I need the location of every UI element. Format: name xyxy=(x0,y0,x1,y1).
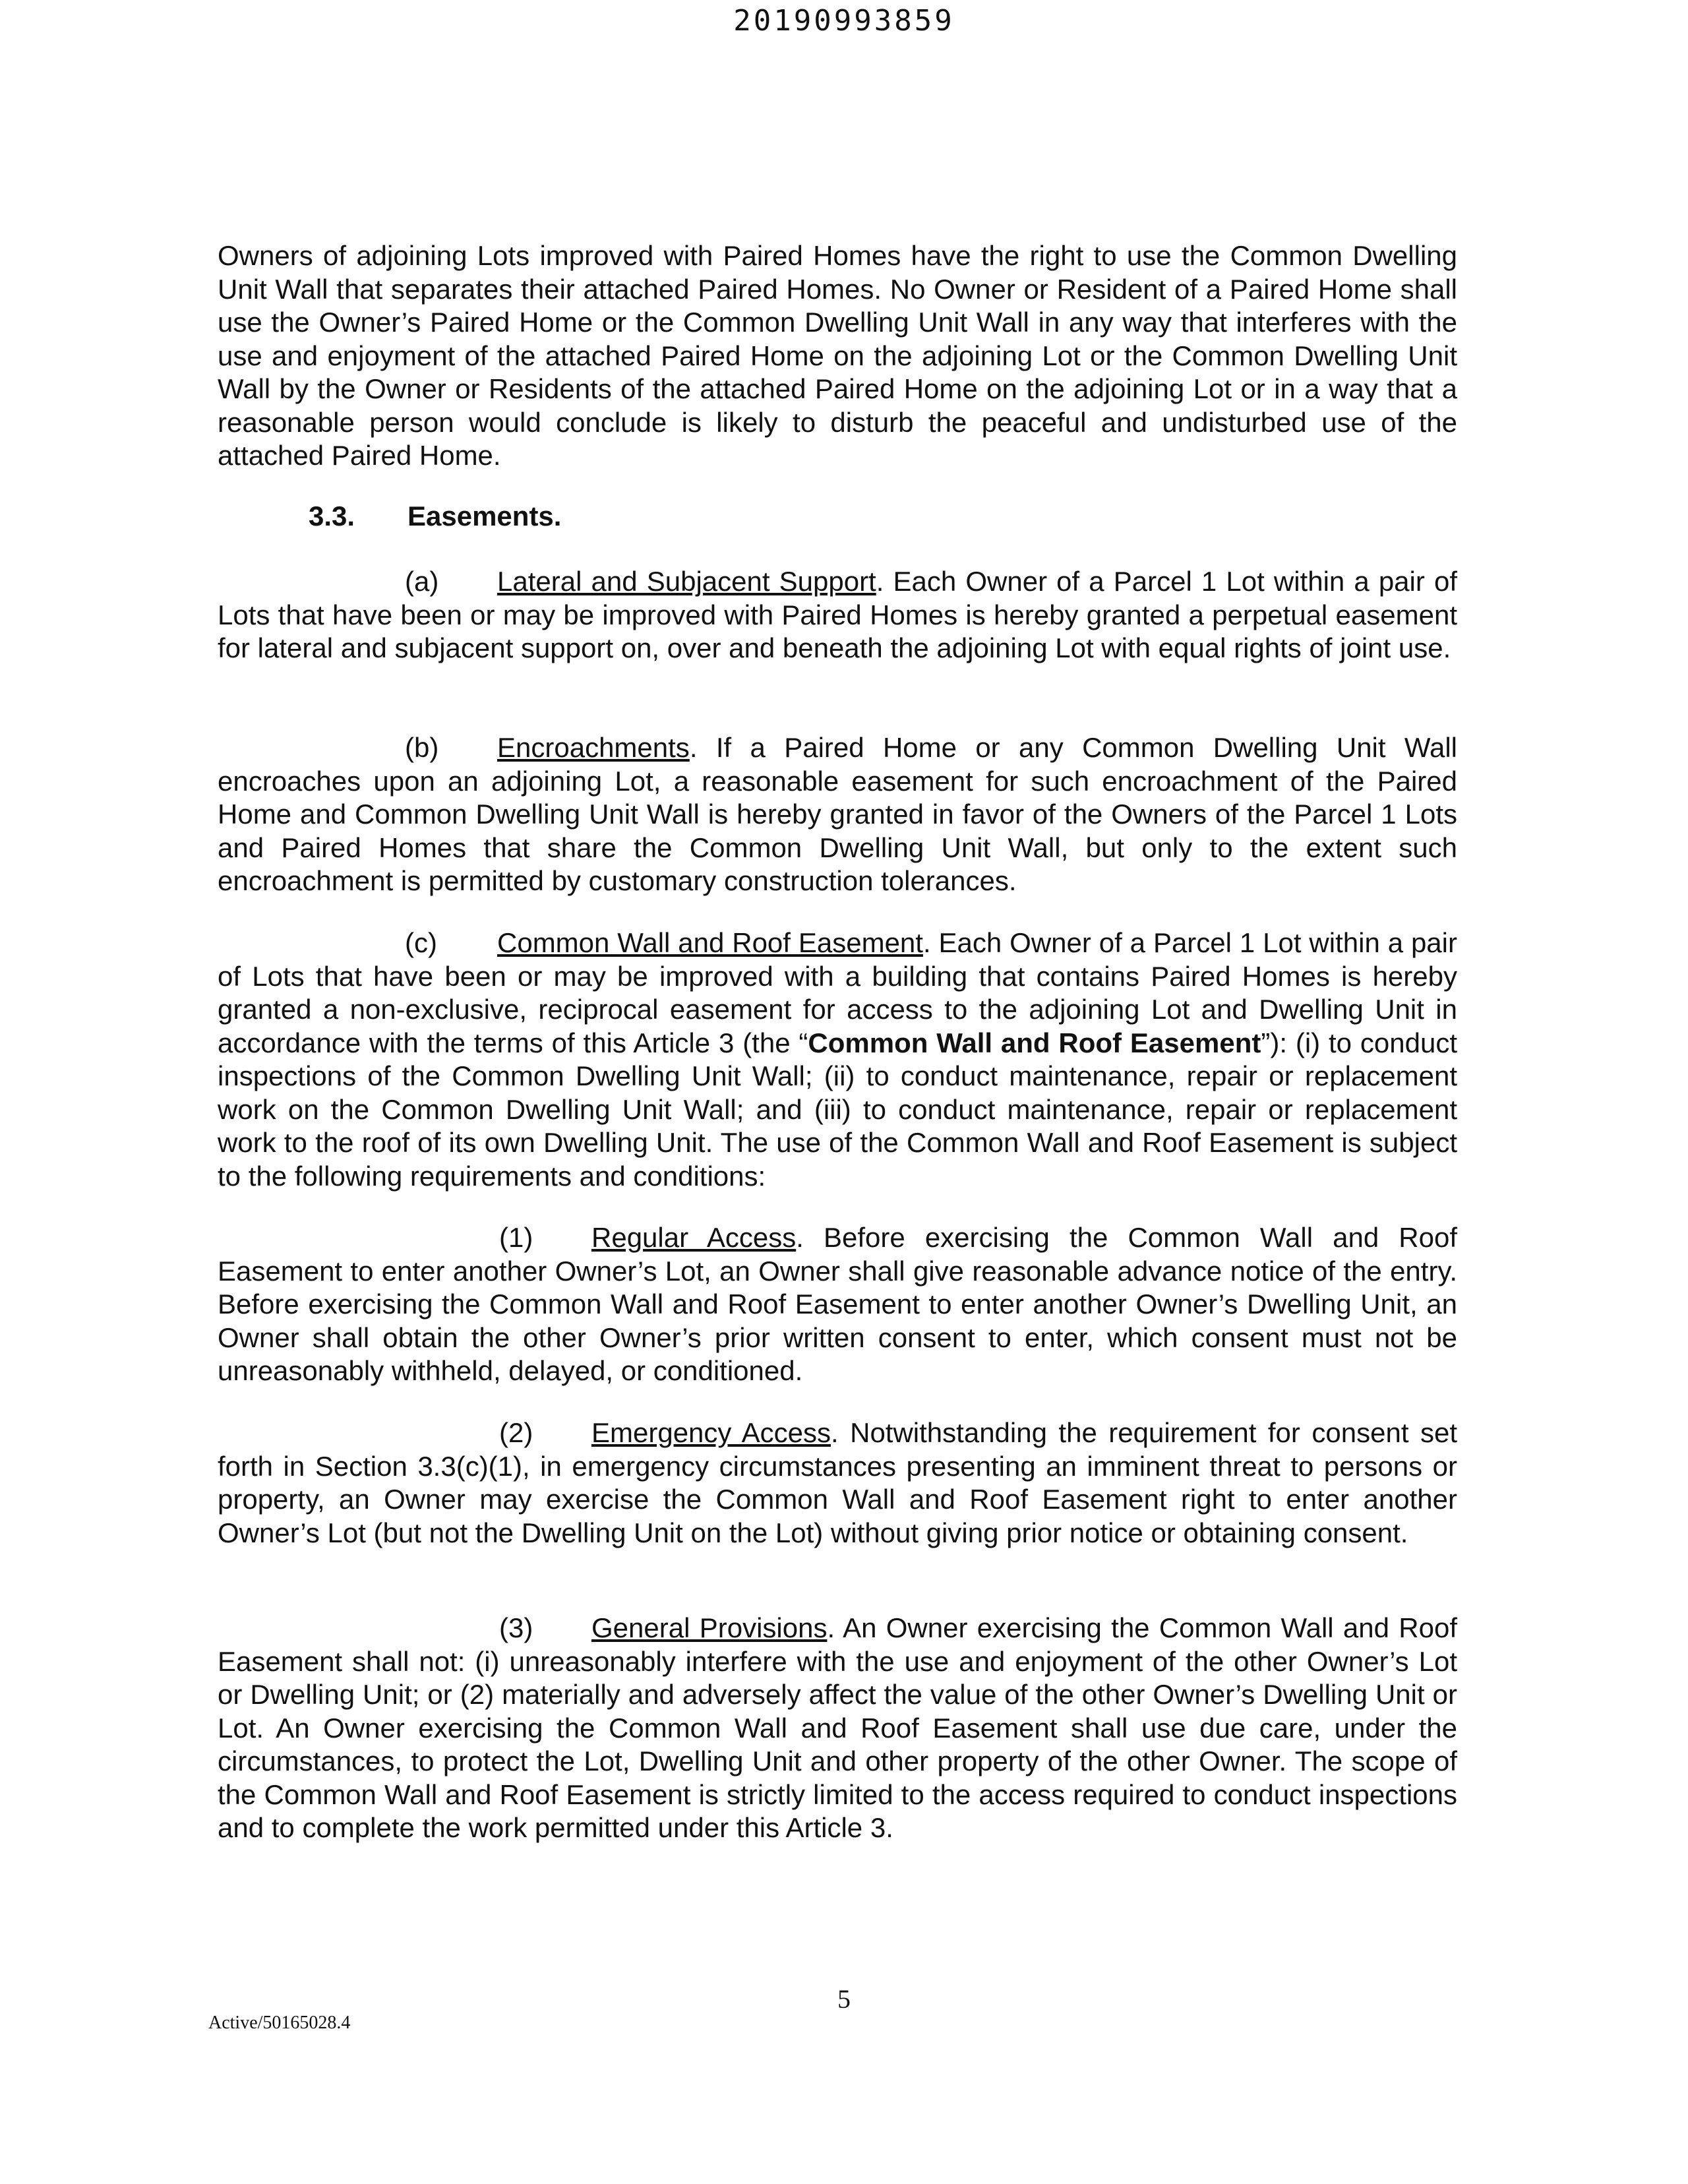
subsection-c-title: Common Wall and Roof Easement xyxy=(497,927,923,958)
subsection-b-text: . If a Paired Home or any Common Dwelling Unit Wall encroaches upon an adjoining Lot, a reasonable easement for such encroachment of the Paired Home and Common Dwelling Unit Wall is hereby granted in favor of the Owners of the Parcel 1 Lots and Paired Homes that share the Common Dwelling Unit Wall, but only to the extent such encroachment is permitted by customary construction tolerances. xyxy=(218,732,1457,896)
item-1-text: . Before exercising the Common Wall and Roof Easement to enter another Owner’s Lot, an Owner shall give reasonable advance notice of the entry. Before exercising the Common Wall and Roof Easement to enter another Owner’s Dwelling Unit, an Owner shall obtain the other Owner’s prior written consent to enter, which consent must not be unreasonably withheld, delayed, or conditioned. xyxy=(218,1222,1457,1386)
page-number: 5 xyxy=(837,1984,851,2014)
subsection-c-text-after: ”): (i) to conduct inspections of the Common Dwelling Unit Wall; (ii) to conduct maintenance, repair or replacement work on the Common Dwelling Unit Wall; and (iii) to conduct maintenance, repair or replacement work to the roof of its own Dwelling Unit. The use of the Common Wall and Roof Easement is subject to the following requirements and conditions: xyxy=(218,1027,1457,1192)
intro-paragraph-text: Owners of adjoining Lots improved with Paired Homes have the right to use the Common Dwelling Unit Wall that separates their attached Paired Homes. No Owner or Resident of a Paired Home shall use the Owner’s Paired Home or the Common Dwelling Unit Wall in any way that interferes with the use and enjoyment of the attached Paired Home on the adjoining Lot or the Common Dwelling Unit Wall by the Owner or Residents of the attached Paired Home on the adjoining Lot or in a way that a reasonable person would conclude is likely to disturb the peaceful and undisturbed use of the attached Paired Home. xyxy=(218,240,1457,471)
intro-paragraph xyxy=(218,239,1457,473)
subsection-b-title: Encroachments xyxy=(497,732,690,763)
section-title: Easements. xyxy=(407,501,562,531)
subsection-b-label: (b) xyxy=(405,732,439,763)
item-1-label: (1) xyxy=(499,1222,533,1253)
subsection-b xyxy=(218,731,1457,898)
footer-document-id: Active/50165028.4 xyxy=(208,2013,351,2033)
subsection-a-text: . Each Owner of a Parcel 1 Lot within a pair of Lots that have been or may be improved with Paired Homes is hereby granted a perpetual easement for lateral and subjacent support on, over and beneath the adjoining Lot with equal rights of joint use. xyxy=(218,566,1457,663)
subsection-a xyxy=(218,565,1457,665)
subsection-c-label: (c) xyxy=(405,927,437,958)
item-3 xyxy=(218,1612,1457,1845)
item-1 xyxy=(218,1221,1457,1388)
subsection-a-title: Lateral and Subjacent Support xyxy=(497,566,876,597)
item-2-text: . Notwithstanding the requirement for consent set forth in Section 3.3(c)(1), in emergency circumstances presenting an imminent threat to persons or property, an Owner may exercise the Common Wall and Roof Easement right to enter another Owner’s Lot (but not the Dwelling Unit on the Lot) without giving prior notice or obtaining consent. xyxy=(218,1417,1457,1548)
subsection-c xyxy=(218,926,1457,1193)
section-number: 3.3. xyxy=(309,501,355,531)
item-2 xyxy=(218,1416,1457,1550)
subsection-a-label: (a) xyxy=(405,566,439,597)
subsection-c-defined-term: Common Wall and Roof Easement xyxy=(808,1027,1261,1058)
item-3-label: (3) xyxy=(499,1612,533,1643)
item-2-label: (2) xyxy=(499,1417,533,1448)
item-3-text: . An Owner exercising the Common Wall and Roof Easement shall not: (i) unreasonably interfere with the use and enjoyment of the other Owner’s Lot or Dwelling Unit; or (2) materially and adversely affect the value of the other Owner’s Dwelling Unit or Lot. An Owner exercising the Common Wall and Roof Easement shall use due care, under the circumstances, to protect the Lot, Dwelling Unit and other property of the other Owner. The scope of the Common Wall and Roof Easement is strictly limited to the access required to conduct inspections and to complete the work permitted under this Article 3. xyxy=(218,1612,1457,1843)
item-2-title: Emergency Access xyxy=(591,1417,831,1448)
subsection-c-text-before: . Each Owner of a Parcel 1 Lot within a pair of Lots that have been or may be improved with a building that contains Paired Homes is hereby granted a non-exclusive, reciprocal easement for access to the adjoining Lot and Dwelling Unit in accordance with the terms of this Article 3 (the “ xyxy=(218,927,1457,1058)
section-heading xyxy=(309,501,561,532)
document-number: 20190993859 xyxy=(733,4,955,38)
item-3-title: General Provisions xyxy=(591,1612,828,1643)
item-1-title: Regular Access xyxy=(591,1222,797,1253)
